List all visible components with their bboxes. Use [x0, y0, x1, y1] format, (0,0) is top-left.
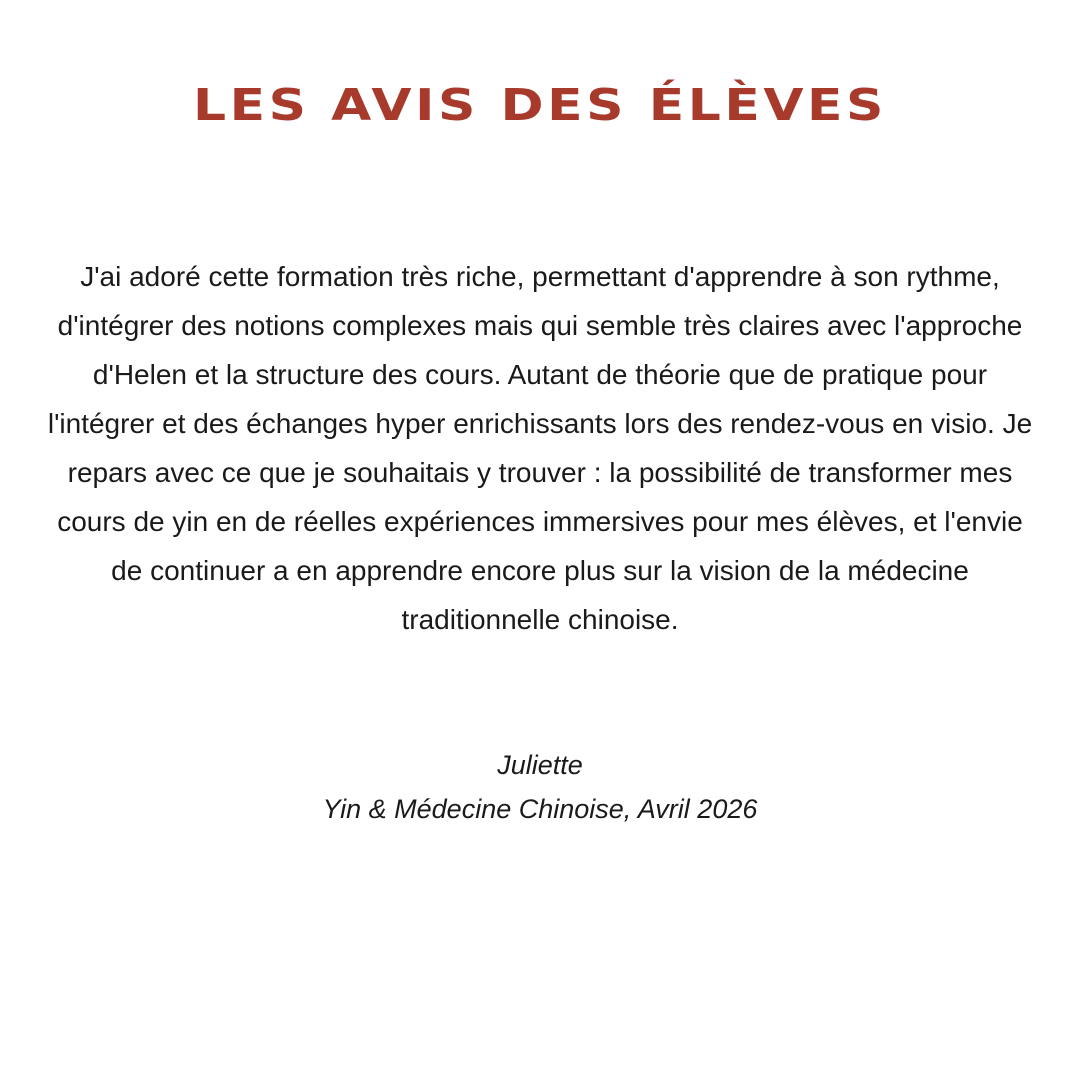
testimonial-attribution	[0, 743, 1080, 831]
page-title: LES AVIS DES ÉLÈVES	[192, 80, 887, 131]
testimonial-text: J'ai adoré cette formation très riche, permettant d'apprendre à son rythme, d'intégrer des notions complexes mais qui semble très claires avec l'approche d'Helen et la structure des cours. Autant de théorie que de pratique pour l'intégrer et des échanges hyper enrichissants lors des rendez-vous en visio. Je repars avec ce que je souhaitais y trouver : la possibilité de transformer mes cours de yin en de réelles expériences immersives pour mes élèves, et l'envie de continuer a en apprendre encore plus sur la vision de la médecine traditionnelle chinoise.	[47, 261, 1033, 635]
testimonial-author: Juliette	[497, 750, 583, 780]
testimonial-course: Yin & Médecine Chinoise, Avril 2026	[322, 794, 758, 824]
